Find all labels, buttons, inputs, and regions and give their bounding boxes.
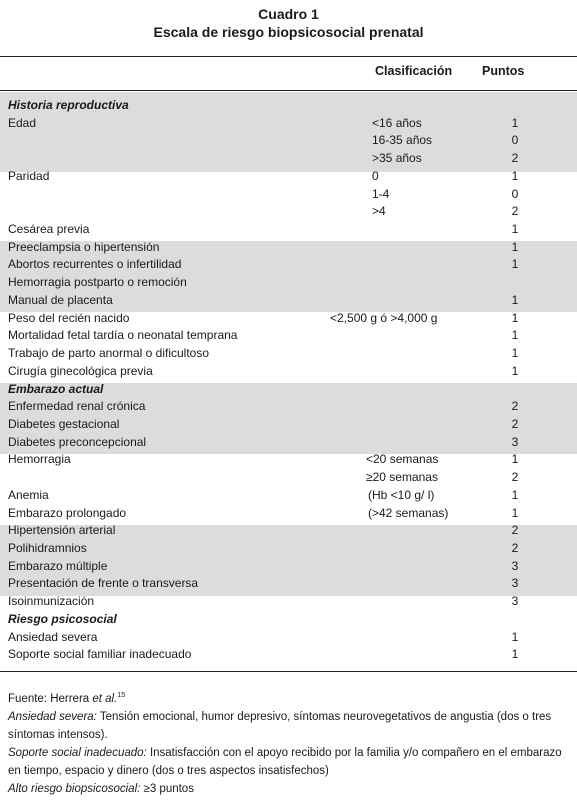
section-heading: Historia reproductiva [8,98,129,112]
factor-label: Isoinmunización [8,594,95,609]
factor-label: Trabajo de parto anormal o dificultoso [8,346,209,361]
factor-label: Edad [8,115,37,130]
footnote-alto-riesgo: Alto riesgo biopsicosocial: ≥3 puntos [8,782,194,795]
factor-label: Hemorragia postparto o remoción [8,275,187,290]
puntos-value: 2 [511,523,519,538]
puntos-value: 2 [511,470,519,485]
factor-label: Abortos recurrentes o infertilidad [8,257,182,272]
clasificacion-value: <20 semanas [366,452,439,467]
puntos-value: 1 [511,328,519,343]
puntos-value: 1 [511,168,519,183]
factor-label: Cirugía ginecológica previa [8,363,153,378]
puntos-value: 1 [511,310,519,325]
clasificacion-value: >35 años [372,151,422,166]
top-rule [0,56,577,57]
section-heading: Embarazo actual [8,381,104,396]
puntos-value: 0 [511,133,519,148]
table-footnotes [8,687,573,798]
clasificacion-value: 16-35 años [372,133,433,148]
factor-label: Manual de placenta [8,292,113,307]
puntos-value: 1 [511,346,519,361]
clasificacion-value: <16 años [372,115,422,130]
puntos-value: 1 [511,239,519,254]
factor-label: Preeclampsia o hipertensión [8,239,160,254]
clasificacion-value: 1-4 [372,186,390,201]
factor-label: Hipertensión arterial [8,523,116,538]
puntos-value: 3 [511,434,519,449]
factor-label: Embarazo múltiple [8,558,108,573]
factor-label: Paridad [8,168,50,183]
puntos-value: 2 [511,416,519,431]
clasificacion-value: 0 [372,168,379,183]
header-clasificacion: Clasificación [375,64,453,78]
factor-label: Ansiedad severa [8,629,98,644]
factor-label: Soporte social familiar inadecuado [8,647,192,662]
clasificacion-value: >4 [372,204,386,219]
factor-label: Polihidramnios [8,541,87,555]
factor-label: Hemorragia [8,452,71,467]
clasificacion-value: (Hb <10 g/ l) [368,487,435,502]
factor-label: Peso del recién nacido [8,310,130,325]
puntos-value: 2 [511,541,519,555]
table-title: Cuadro 1 [258,6,319,22]
clasificacion-value: (>42 semanas) [368,505,449,520]
puntos-value: 3 [511,594,519,609]
table-subtitle: Escala de riesgo biopsicosocial prenatal [153,24,424,40]
footnote-fuente: Fuente: Herrera et al.$^{15}$ [8,692,126,705]
puntos-value: 1 [511,292,519,307]
factor-label: Cesárea previa [8,222,90,237]
puntos-value: 2 [511,151,519,166]
puntos-value: 3 [511,558,519,573]
puntos-value: 1 [511,222,519,237]
factor-label: Diabetes gestacional [8,416,120,431]
puntos-value: 1 [511,647,519,662]
puntos-value: 2 [511,204,519,219]
footnote-ansiedad: Ansiedad severa: Tensión emocional, humor depresivo, síntomas neurovegetativos de angustia (dos o tres síntomas intensos). [8,710,552,741]
puntos-value: 1 [511,115,519,130]
puntos-value: 1 [511,505,519,520]
puntos-value: 3 [511,576,519,591]
puntos-value: 1 [511,363,519,378]
bottom-rule [0,671,577,672]
puntos-value: 1 [511,257,519,272]
factor-label: Embarazo prolongado [8,505,127,520]
header-rule [0,90,577,91]
section-heading: Riesgo psicosocial [8,611,117,626]
factor-label: Enfermedad renal crónica [8,399,146,414]
factor-label: Anemia [8,487,49,502]
puntos-value: 2 [511,399,519,414]
header-puntos: Puntos [482,64,525,78]
puntos-value: 1 [511,629,519,644]
footnote-soporte: Soporte social inadecuado: Insatisfacción con el apoyo recibido por la familia y/o compañero en el embarazo en tiempo, espacio y dinero (dos o tres aspectos insatisfechos) [8,746,562,777]
factor-label: Mortalidad fetal tardía o neonatal temprana [8,328,238,343]
puntos-value: 1 [511,487,519,502]
clasificacion-value: <2,500 g ó >4,000 g [330,310,438,325]
puntos-value: 0 [511,186,519,201]
factor-label: Presentación de frente o transversa [8,576,199,591]
clasificacion-value: ≥20 semanas [366,470,438,485]
puntos-value: 1 [511,452,519,467]
factor-label: Diabetes preconcepcional [8,434,147,449]
